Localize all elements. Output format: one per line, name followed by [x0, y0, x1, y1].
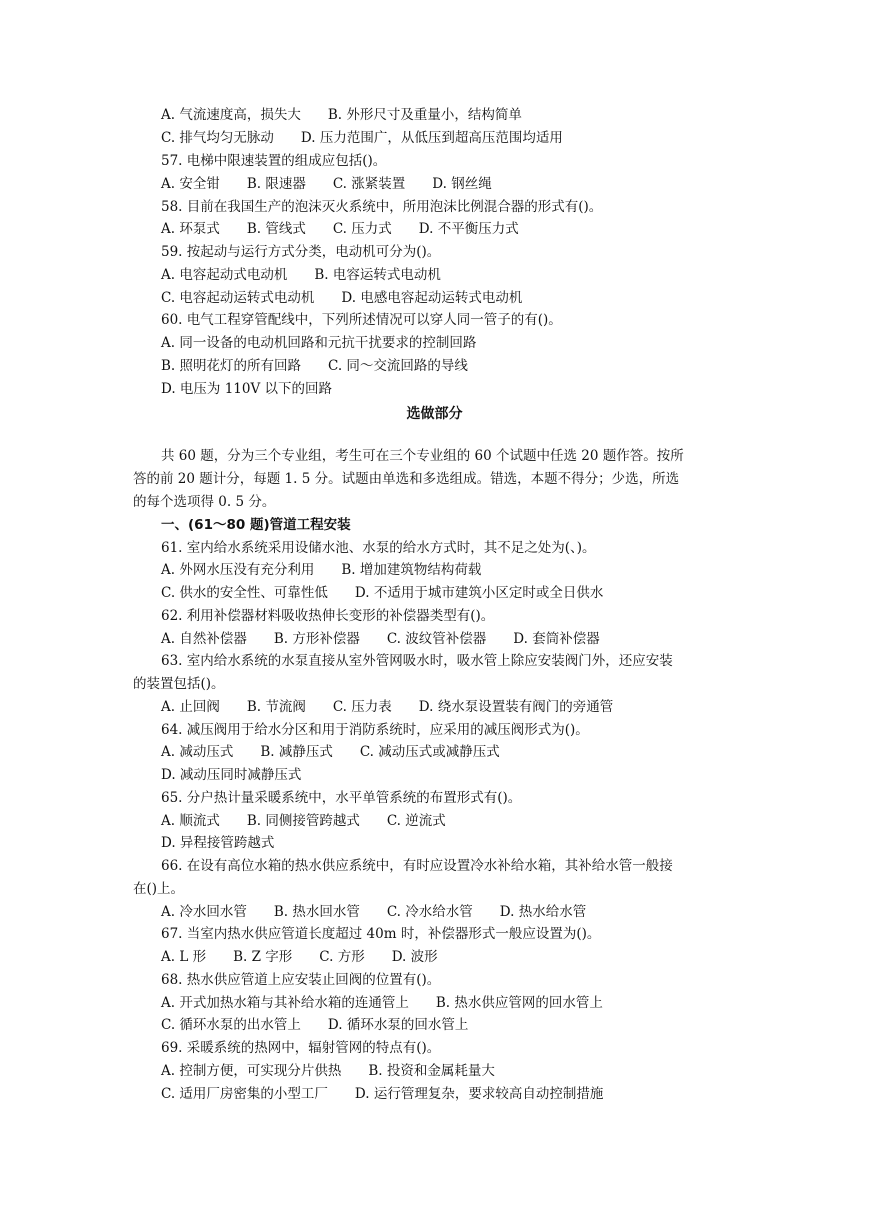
- text-line: A. 环泵式 B. 管线式 C. 压力式 D. 不平衡压力式: [161, 221, 519, 237]
- text-line: A. 开式加热水箱与其补给水箱的连通管上 B. 热水供应管网的回水管上: [161, 995, 603, 1011]
- text-line: C. 电容起动运转式电动机 D. 电感电容起动运转式电动机: [161, 290, 523, 306]
- group-heading: 一、(61～80 题)管道工程安装: [161, 517, 351, 533]
- section-heading: 选做部分: [406, 406, 463, 422]
- text-line: 66. 在设有高位水箱的热水供应系统中，有时应设置冷水补给水箱，其补给水管一般接: [161, 858, 673, 874]
- text-line: D. 减动压同时减静压式: [161, 767, 302, 783]
- text-line: A. 减动压式 B. 减静压式 C. 减动压式或减静压式: [161, 744, 500, 760]
- text-line: 62. 利用补偿器材料吸收热伸长变形的补偿器类型有()。: [161, 608, 495, 624]
- intro-line: 共 60 题，分为三个专业组，考生可在三个专业组的 60 个试题中任选 20 题作答。按所: [161, 448, 684, 464]
- text-line: 57. 电梯中限速装置的组成应包括()。: [161, 153, 387, 169]
- text-line: A. L 形 B. Z 字形 C. 方形 D. 波形: [161, 949, 438, 965]
- text-line: 在()上。: [133, 881, 185, 897]
- text-line: A. 控制方便，可实现分片供热 B. 投资和金属耗量大: [161, 1063, 495, 1079]
- text-line: A. 冷水回水管 B. 热水回水管 C. 冷水给水管 D. 热水给水管: [161, 904, 587, 920]
- text-line: A. 自然补偿器 B. 方形补偿器 C. 波纹管补偿器 D. 套筒补偿器: [161, 631, 600, 647]
- text-line: 64. 减压阀用于给水分区和用于消防系统时，应采用的减压阀形式为()。: [161, 722, 589, 738]
- text-line: 63. 室内给水系统的水泵直接从室外管网吸水时，吸水管上除应安装阀门外，还应安装: [161, 653, 673, 669]
- text-line: 的装置包括()。: [133, 676, 225, 692]
- text-line: 69. 采暖系统的热网中，辐射管网的特点有()。: [161, 1040, 441, 1056]
- text-line: A. 气流速度高，损失大 B. 外形尺寸及重量小，结构简单: [161, 107, 522, 123]
- text-line: 61. 室内给水系统采用设储水池、水泵的给水方式时，其不足之处为(、)。: [161, 540, 596, 556]
- text-line: A. 电容起动式电动机 B. 电容运转式电动机: [161, 267, 441, 283]
- text-line: C. 排气均匀无脉动 D. 压力范围广，从低压到超高压范围均适用: [161, 130, 563, 146]
- text-line: A. 外网水压没有充分利用 B. 增加建筑物结构荷载: [161, 562, 482, 578]
- text-line: D. 电压为 110V 以下的回路: [161, 381, 333, 397]
- text-line: 67. 当室内热水供应管道长度超过 40m 时，补偿器形式一般应设置为()。: [161, 926, 601, 942]
- text-line: 58. 目前在我国生产的泡沫灭火系统中，所用泡沫比例混合器的形式有()。: [161, 199, 603, 215]
- text-line: 65. 分户热计量采暖系统中，水平单管系统的布置形式有()。: [161, 790, 522, 806]
- text-line: C. 供水的安全性、可靠性低 D. 不适用于城市建筑小区定时或全日供水: [161, 585, 604, 601]
- text-line: A. 顺流式 B. 同侧接管跨越式 C. 逆流式: [161, 813, 446, 829]
- text-line: A. 同一设备的电动机回路和元抗干扰要求的控制回路: [161, 335, 477, 351]
- text-line: A. 安全钳 B. 限速器 C. 涨紧装置 D. 钢丝绳: [161, 176, 492, 192]
- text-line: C. 循环水泵的出水管上 D. 循环水泵的回水管上: [161, 1017, 469, 1033]
- text-line: B. 照明花灯的所有回路 C. 同～交流回路的导线: [161, 358, 468, 374]
- intro-line: 的每个选项得 0. 5 分。: [133, 494, 276, 510]
- intro-line: 答的前 20 题计分，每题 1. 5 分。试题由单选和多选组成。错选，本题不得分；少选，所选: [133, 471, 680, 487]
- text-line: A. 止回阀 B. 节流阀 C. 压力表 D. 绕水泵设置装有阀门的旁通管: [161, 699, 614, 715]
- text-line: D. 异程接管跨越式: [161, 835, 275, 851]
- text-line: 68. 热水供应管道上应安装止回阀的位置有()。: [161, 972, 441, 988]
- text-line: 60. 电气工程穿管配线中，下列所述情况可以穿人同一管子的有()。: [161, 312, 562, 328]
- text-line: C. 适用厂房密集的小型工厂 D. 运行管理复杂，要求较高自动控制措施: [161, 1086, 604, 1102]
- text-line: 59. 按起动与运行方式分类，电动机可分为()。: [161, 244, 441, 260]
